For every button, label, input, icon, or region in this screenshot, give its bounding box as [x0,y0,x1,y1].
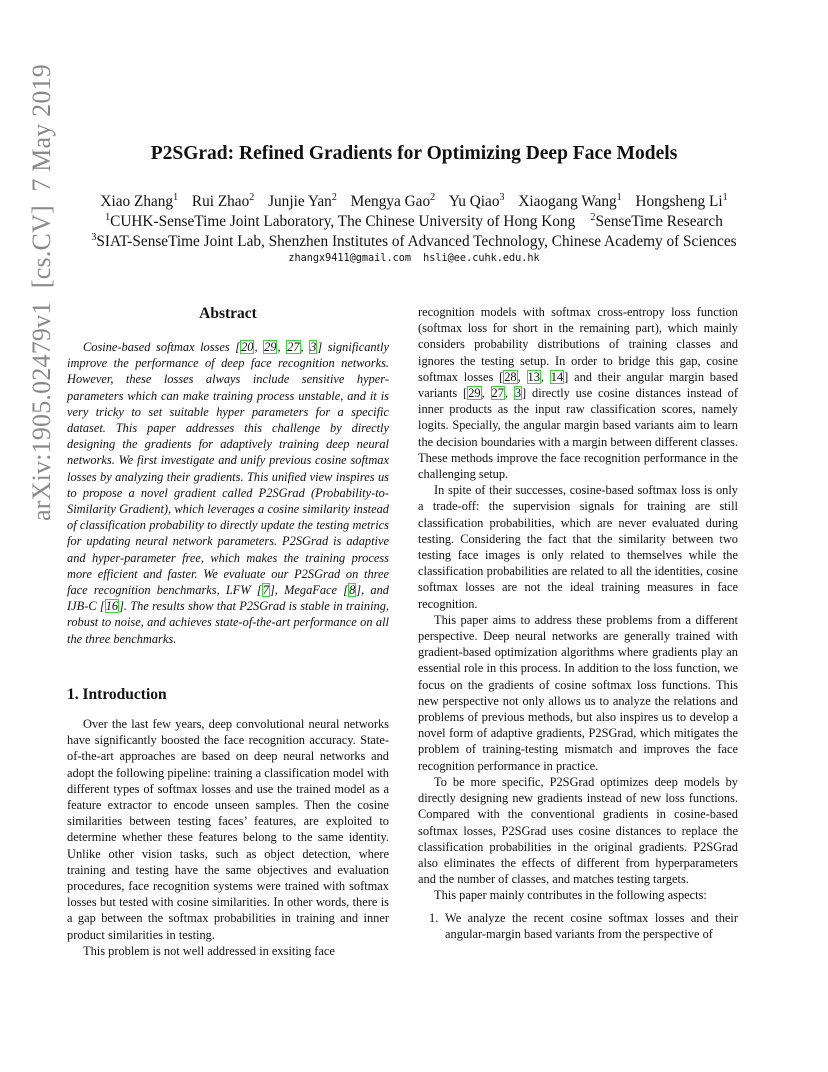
author: Junjie Yan$^2$ [268,192,337,210]
citation-link[interactable]: 16 [105,599,119,614]
author-emails [40,253,788,264]
paragraph: To be more specific, P2SGrad optimizes deep models by directly designing new gradients instead of new loss functions. Compared with the conventional gradients in cosine-based softmax losses, P2SGrad uses cosine distances to replace the classification probabilities in the original gradients. P2SGrad also eliminates the effects of different from hyperparameters and the number of classes, and matches testing targets. [418,774,738,887]
citation-link[interactable]: 28 [504,369,517,384]
citation-link[interactable]: 3 [514,386,522,401]
author: Xiaogang Wang$^1$ [518,192,622,210]
citation-link[interactable]: 13 [527,369,540,384]
citation-link[interactable]: 27 [287,340,300,354]
affiliation-line-1: $^1$CUHK-SenseTime Joint Laboratory, The Chinese University of Hong Kong $^2$SenseTime Research [105,212,723,230]
section-heading-introduction: 1. Introduction [67,686,167,703]
author: Xiao Zhang$^1$ [100,192,179,210]
author: Hongsheng Li$^1$ [635,192,728,210]
citation-link[interactable]: 14 [550,369,564,384]
citation-link[interactable]: 7 [262,583,269,598]
author: Yu Qiao$^3$ [448,192,505,210]
citation-link[interactable]: 27 [491,386,504,401]
paper-title: P2SGrad: Refined Gradients for Optimizing Deep Face Models [150,143,678,164]
email: hsli@ee.cuhk.edu.hk [423,253,540,264]
citation-link[interactable]: 3 [310,340,317,354]
paragraph: Over the last few years, deep convolutional neural networks have significantly boosted the face recognition accuracy. State-of-the-art approaches are based on deep neural networks and adopt the following pipeline: training a classification model with different types of softmax losses and use the trained model as a feature extractor to encode unseen samples. Then the cosine similarities between testing faces’ features, are exploited to determine whether these features belong to the same identity. Unlike other vision tasks, such as object detection, where training and testing have the same objectives and evaluation procedures, face recognition systems were trained with softmax losses but tested with cosine similarities. In other words, there is a gap between the softmax probabilities in training and inner product similarities in testing. [67,717,389,942]
affiliation-line-2: $^3$SIAT-SenseTime Joint Lab, Shenzhen Institutes of Advanced Technology, Chinese Academy of Sciences [91,232,737,250]
arxiv-identifier: arXiv:1905.02479v1 [cs.CV] 7 May 2019 [27,64,56,521]
email: zhangx9411@gmail.com [288,253,411,264]
abstract-body: Cosine-based softmax losses [20, 29, 27, 3] significantly improve the performance of deep face recognition networks. However, these losses always include sensitive hyper-parameters which can make training process unstable, and it is very tricky to set suitable hyper parameters for a specific dataset. This paper addresses this challenge by directly designing the gradients for adaptively training deep neural networks. We first investigate and unify previous cosine softmax losses by analyzing their gradients. This unified view inspires us to propose a novel gradient called P2SGrad (Probability-to-Similarity Gradient), which leverages a cosine similarity instead of classification probability to directly update the testing metrics for updating neural network parameters. P2SGrad is adaptive and hyper-parameter free, which makes the training process more efficient and faster. We evaluate our P2SGrad on three face recognition benchmarks, LFW [7], MegaFace [8], and IJB-C [16]. The results show that P2SGrad is stable in training, robust to noise, and achieves state-of-the-art performance on all the three benchmarks. [67,340,389,646]
abstract-heading: Abstract [199,305,257,322]
author: Rui Zhao$^2$ [191,192,255,210]
paragraph: recognition models with softmax cross-entropy loss function (softmax loss for short in the remaining part), which mainly considers probability distributions of training classes and ignores the testing setup. In order to bridge this gap, cosine softmax losses [28, 13, 14] and their angular margin based variants [29, 27, 3] directly use cosine distances instead of inner products as the input raw classification scores, namely logits. Specially, the angular margin based variants aim to learn the decision boundaries with a margin between different classes. These methods improve the face recognition performance in the challenging setup. [418,305,739,482]
citation-link[interactable]: 8 [349,583,356,598]
list-item: 1. We analyze the recent cosine softmax losses and their angular-margin based variants from the perspective of [429,910,738,941]
citation-link[interactable]: 20 [241,340,254,354]
paragraph: This problem is not well addressed in exsiting face [83,943,335,958]
author: Mengya Gao$^2$ [350,192,436,210]
citation-link[interactable]: 29 [264,340,277,354]
author-list [40,192,788,212]
introduction-body [67,716,389,959]
citation-link[interactable]: 29 [468,386,481,401]
paragraph: In spite of their successes, cosine-based softmax loss is only a trade-off: the supervision signals for training are still classification probabilities, which are never evaluated during testing. Considering the fact that the similarity between two testing face images is only related to themselves while the classification probabilities are related to all the identities, cosine softmax losses are not the ideal training measures in face recognition. [418,483,738,611]
paragraph: This paper aims to address these problems from a different perspective. Deep neural networks are generally trained with gradient-based optimization algorithms where gradients play an essential role in this process. In addition to the loss function, we focus on the gradients of cosine softmax loss functions. This new perspective not only allows us to analyze the relations and problems of previous methods, but also inspires us to develop a novel form of adaptive gradients, P2SGrad, which mitigates the problem of training-testing mismatch and improves the face recognition performance in practice. [418,612,738,773]
right-column-body [418,304,738,942]
paragraph: This paper mainly contributes in the following aspects: [434,888,707,903]
